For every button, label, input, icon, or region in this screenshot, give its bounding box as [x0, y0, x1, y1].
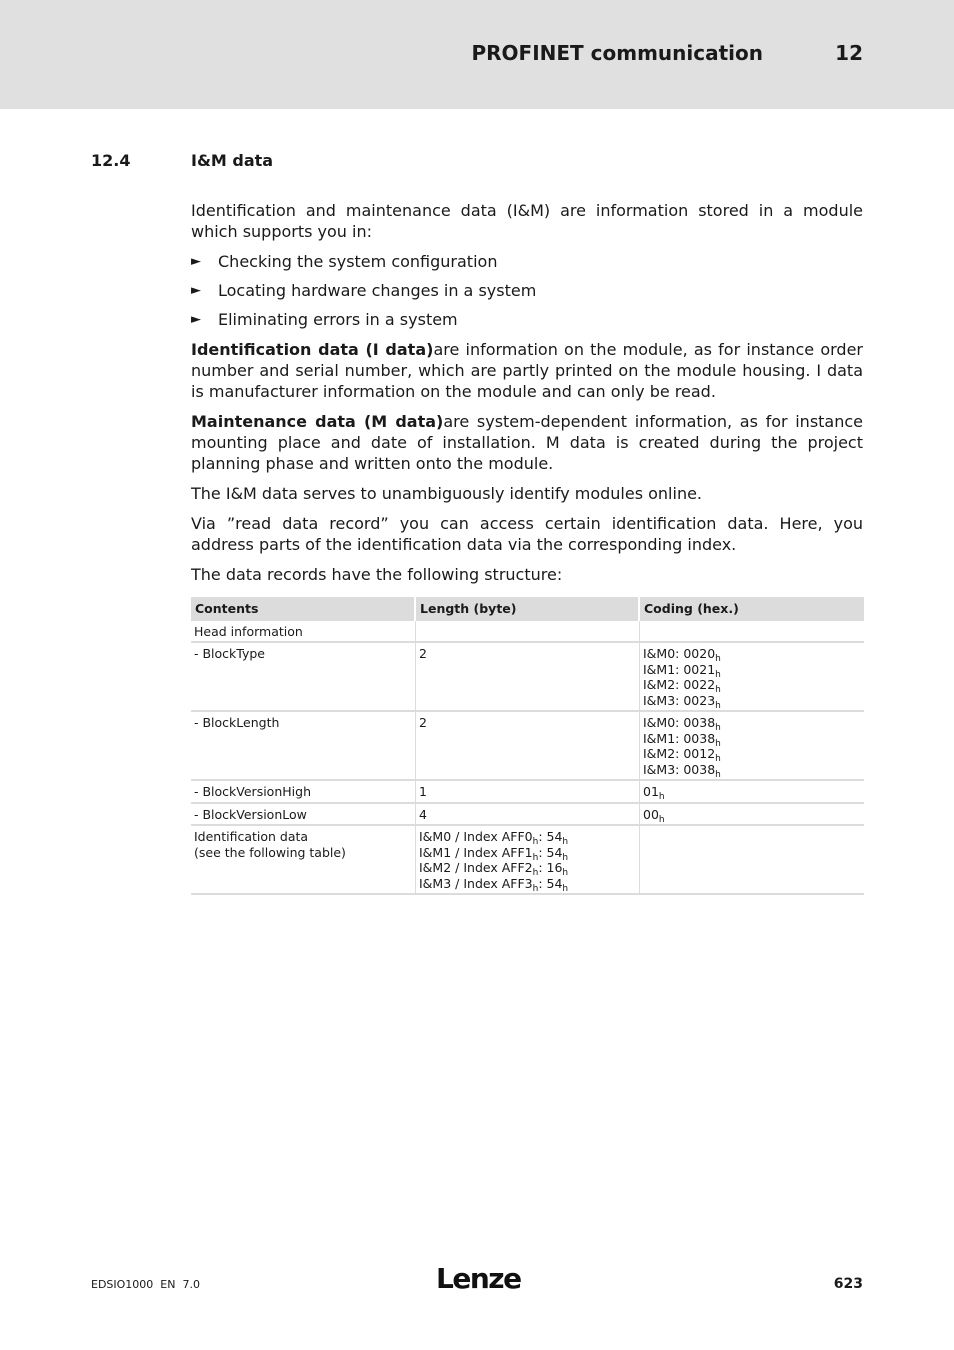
content-line: (see the following table) — [194, 844, 346, 860]
list-item — [191, 251, 863, 272]
table-cell: 2 — [416, 643, 640, 712]
coding-value: I&M2: 0012 — [643, 746, 716, 761]
hex-subscript: h — [715, 754, 721, 764]
content-line: Identification data — [194, 829, 309, 844]
coding-value: I&M3: 0023 — [643, 692, 716, 708]
hex-subscript: h — [532, 868, 539, 878]
lenze-logo: Lenze — [436, 1262, 521, 1295]
hex-subscript: h — [532, 883, 539, 894]
intro-paragraph: Identification and maintenance data (I&M) are information stored in a module which supports you in: — [191, 201, 863, 241]
table-cell: - BlockLength — [191, 712, 416, 781]
list-item-text: Checking the system configuration — [218, 252, 498, 271]
triangle-bullet-icon: ► — [191, 312, 201, 327]
mdata-lead: Maintenance data (M data) — [191, 412, 444, 431]
coding-value: 00 — [643, 806, 659, 822]
table-row — [191, 781, 864, 804]
table-header-row — [191, 597, 864, 621]
table-cell — [640, 621, 864, 644]
table-cell: 1 — [416, 781, 640, 804]
coding-value: I&M0: 0038 — [643, 715, 716, 730]
hex-subscript: h — [715, 723, 721, 733]
coding-value: 01 — [643, 784, 659, 799]
coding-line — [643, 746, 861, 762]
mdata-text: are system-dependent information, as for instance mounting place and date of installation. M data is created during the project planning phase and written onto the module. — [191, 412, 864, 473]
index-length: : 54 — [538, 844, 563, 860]
hex-subscript: h — [532, 837, 539, 847]
list-item-text: Eliminating errors in a system — [218, 310, 458, 329]
hex-subscript: h — [562, 837, 569, 847]
column-header: Length (byte) — [416, 597, 640, 621]
index-label: I&M3 / Index AFF3 — [419, 875, 533, 891]
coding-line — [643, 731, 861, 747]
length-line — [419, 829, 636, 845]
body-content — [191, 200, 863, 594]
coding-value: I&M3: 0038 — [643, 761, 716, 777]
index-length: : 54 — [538, 875, 563, 891]
index-label: I&M1 / Index AFF1 — [419, 844, 533, 860]
index-length: : 54 — [538, 829, 563, 844]
hex-subscript: h — [658, 792, 665, 802]
table-cell — [640, 804, 864, 827]
chapter-title: PROFINET communication — [471, 41, 763, 65]
im-serves-paragraph: The I&M data serves to unambiguously identify modules online. — [191, 484, 703, 503]
coding-line — [643, 662, 861, 678]
bullet-list — [191, 251, 863, 330]
table-cell — [416, 826, 640, 895]
coding-value: I&M1: 0021 — [643, 661, 716, 677]
hex-subscript: h — [562, 883, 569, 894]
read-record-paragraph: Via ”read data record” you can access certain identification data. Here, you address parts of the identification data via the corresponding index. — [191, 514, 863, 554]
hex-subscript: h — [715, 769, 721, 780]
table-cell — [640, 643, 864, 712]
index-label: I&M0 / Index AFF0 — [419, 829, 533, 844]
column-header: Contents — [191, 597, 416, 621]
table-cell: 2 — [416, 712, 640, 781]
coding-value: I&M0: 0020 — [643, 646, 716, 661]
coding-line — [643, 693, 861, 709]
table-cell: 4 — [416, 804, 640, 827]
table-cell — [416, 621, 640, 644]
idata-paragraph — [191, 339, 863, 402]
coding-value: I&M2: 0022 — [643, 677, 716, 692]
triangle-bullet-icon: ► — [191, 254, 201, 269]
data-record-table — [191, 597, 864, 895]
table-row — [191, 712, 864, 781]
coding-line — [643, 646, 861, 662]
triangle-bullet-icon: ► — [191, 283, 201, 298]
table-cell: - BlockVersionLow — [191, 804, 416, 827]
chapter-number: 12 — [835, 41, 863, 65]
section-number: 12.4 — [91, 151, 131, 170]
table-row — [191, 804, 864, 827]
table-row — [191, 621, 864, 644]
coding-value: I&M1: 0038 — [643, 730, 716, 746]
table-row — [191, 826, 864, 895]
coding-line — [643, 762, 861, 778]
hex-subscript: h — [658, 814, 665, 825]
table-cell: Head information — [191, 621, 416, 644]
hex-subscript: h — [562, 868, 569, 878]
hex-subscript: h — [715, 700, 721, 711]
idata-lead: Identification data (I data) — [191, 340, 434, 359]
list-item — [191, 309, 863, 330]
table-cell — [640, 712, 864, 781]
hex-subscript: h — [715, 738, 721, 749]
hex-subscript: h — [715, 669, 721, 680]
table-row — [191, 643, 864, 712]
column-header: Coding (hex.) — [640, 597, 864, 621]
mdata-paragraph — [191, 411, 863, 474]
list-item — [191, 280, 863, 301]
length-line — [419, 860, 636, 876]
hex-subscript: h — [562, 852, 569, 863]
idata-text: are information on the module, as for instance order number and serial number, which are partly printed on the module housing. I data is manufacturer information on the module and can only be read. — [191, 340, 863, 401]
list-item-text: Locating hardware changes in a system — [218, 281, 537, 300]
coding-line — [643, 677, 861, 693]
index-length: : 16 — [538, 860, 563, 875]
table-cell — [191, 826, 416, 895]
page-number: 623 — [833, 1276, 863, 1292]
table-cell — [640, 781, 864, 804]
table-cell — [640, 826, 864, 895]
length-line — [419, 845, 636, 861]
index-label: I&M2 / Index AFF2 — [419, 860, 533, 875]
hex-subscript: h — [715, 654, 721, 664]
section-title: I&M data — [191, 151, 274, 170]
structure-intro: The data records have the following structure: — [191, 565, 563, 584]
table-cell: - BlockType — [191, 643, 416, 712]
hex-subscript: h — [715, 685, 721, 695]
table-cell: - BlockVersionHigh — [191, 781, 416, 804]
coding-line — [643, 715, 861, 731]
hex-subscript: h — [532, 852, 539, 863]
length-line — [419, 876, 636, 892]
document-id: EDSIO1000 EN 7.0 — [91, 1278, 200, 1291]
